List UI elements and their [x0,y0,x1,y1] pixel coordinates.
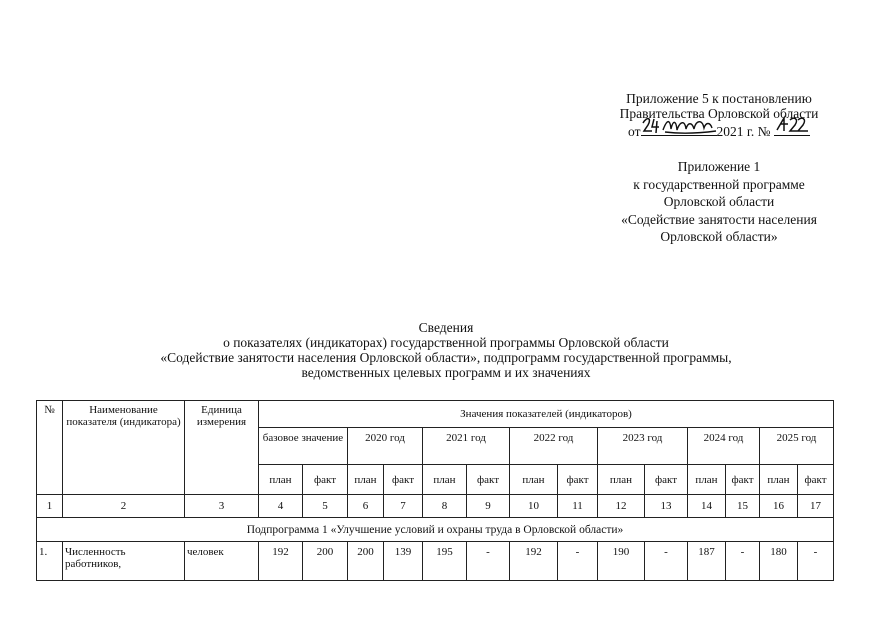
annex-header [596,91,842,139]
header-year-2023: 2023 год [598,428,688,465]
table-row [37,542,834,581]
header-fact: факт [645,465,688,495]
column-number: 14 [688,495,726,518]
row-indicator-name: Численность работников, [63,542,185,581]
column-number: 9 [467,495,510,518]
plan-2025-cell: 180 [760,542,798,581]
program-annex-block [596,158,842,246]
header-fact: факт [303,465,348,495]
number-blank [774,121,810,136]
header-fact: факт [384,465,423,495]
header-fact: факт [467,465,510,495]
program-annex-line-1: Приложение 1 [677,159,761,174]
column-number: 15 [726,495,760,518]
column-number: 1 [37,495,63,518]
annex-line-1: Приложение 5 к постановлению [626,91,812,106]
plan-2023-cell: 190 [598,542,645,581]
program-annex-line-3: Орловской области [663,194,775,209]
column-number: 2 [63,495,185,518]
subprogram-title: Подпрограмма 1 «Улучшение условий и охраны труда в Орловской области» [37,518,834,542]
date-year-number-label: 2021 г. № [716,124,771,139]
date-prefix: от [628,124,641,139]
row-number: 1. [37,542,63,581]
column-number: 17 [798,495,834,518]
fact-2020-cell: 139 [384,542,423,581]
program-annex-line-4: «Содействие занятости населения [621,211,817,227]
program-annex-line-2: к государственной программе [633,176,805,192]
column-numbers-row [37,495,834,518]
document-title [90,320,802,380]
plan-2022-cell: 192 [510,542,558,581]
title-line-1: Сведения [418,320,474,335]
month-blank [661,121,717,136]
header-year-2022: 2022 год [510,428,598,465]
header-plan: план [760,465,798,495]
column-number: 10 [510,495,558,518]
fact-2022-cell: - [558,542,598,581]
header-values: Значения показателей (индикаторов) [259,401,834,428]
column-number: 13 [645,495,688,518]
column-number: 12 [598,495,645,518]
day-blank [641,121,661,136]
row-unit: человек [185,542,259,581]
indicators-table [36,400,834,581]
column-number: 4 [259,495,303,518]
plan-2024-cell: 187 [688,542,726,581]
header-base-value: базовое значение [259,428,348,465]
plan-2021-cell: 195 [423,542,467,581]
handwritten-month-signature [661,115,719,135]
indicators-table-wrap [36,400,834,581]
title-line-2: о показателях (индикаторах) государственной программы Орловской области [223,335,669,350]
base-plan-cell: 192 [259,542,303,581]
column-number: 16 [760,495,798,518]
column-number: 3 [185,495,259,518]
column-number: 11 [558,495,598,518]
header-indicator-name: Наименование показателя (индикатора) [63,401,185,495]
header-plan: план [510,465,558,495]
annex-line-2: Правительства Орловской области [619,106,819,121]
header-fact: факт [558,465,598,495]
subprogram-row [37,518,834,542]
annex-date-line [596,121,842,139]
title-line-3: «Содействие занятости населения Орловской области», подпрограмм государственной программы, [160,350,732,365]
program-annex-line-5: Орловской области» [660,229,778,244]
column-number: 5 [303,495,348,518]
handwritten-day-signature [641,115,663,135]
header-unit: Единица измерения [185,401,259,495]
header-plan: план [598,465,645,495]
header-plan: план [259,465,303,495]
header-fact: факт [798,465,834,495]
handwritten-number-signature [774,115,812,135]
header-year-2025: 2025 год [760,428,834,465]
title-line-4: ведомственных целевых программ и их значениях [301,365,591,380]
header-year-2024: 2024 год [688,428,760,465]
fact-2024-cell: - [726,542,760,581]
header-plan: план [423,465,467,495]
column-number: 8 [423,495,467,518]
fact-2021-cell: - [467,542,510,581]
fact-2025-cell: - [798,542,834,581]
header-number: № [37,401,63,495]
header-fact: факт [726,465,760,495]
plan-2020-cell: 200 [348,542,384,581]
base-fact-cell: 200 [303,542,348,581]
header-year-2020: 2020 год [348,428,423,465]
column-number: 7 [384,495,423,518]
column-number: 6 [348,495,384,518]
header-plan: план [688,465,726,495]
header-plan: план [348,465,384,495]
fact-2023-cell: - [645,542,688,581]
header-year-2021: 2021 год [423,428,510,465]
